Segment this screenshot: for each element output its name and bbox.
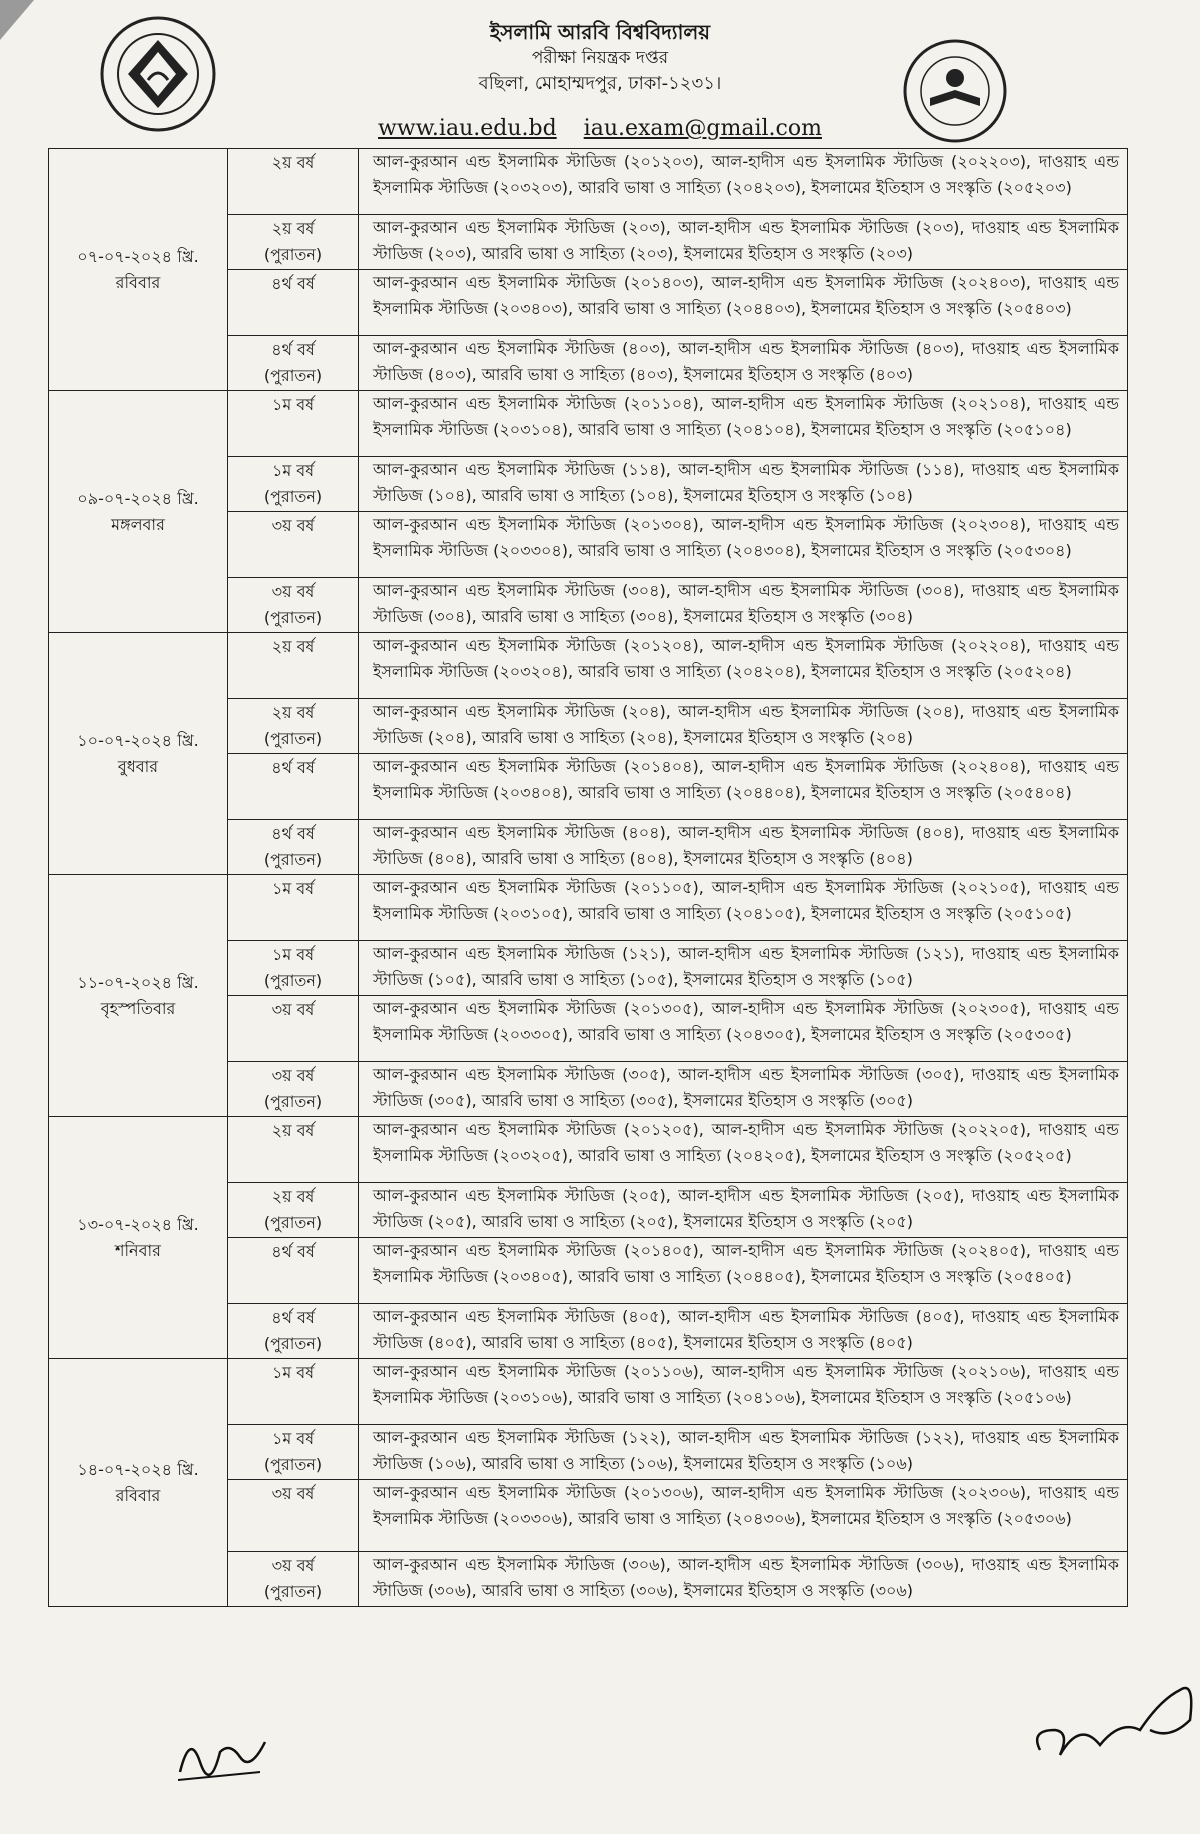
exam-date: ১০-০৭-২০২৪ খ্রি. (77, 730, 199, 750)
document-header (0, 0, 1200, 150)
signature-right (1020, 1660, 1200, 1780)
year-label: ২য় বর্ষ (271, 703, 315, 722)
year-label: ৩য় বর্ষ (271, 516, 315, 535)
schedule-row (49, 875, 1128, 941)
year-label: ১ম বর্ষ (271, 945, 315, 964)
exam-date: ১৩-০৭-২০২৪ খ্রি. (77, 1214, 199, 1234)
subjects-cell: আল-কুরআন এন্ড ইসলামিক স্টাডিজ (১১৪), আল-হাদীস এন্ড ইসলামিক স্টাডিজ (১১৪), দাওয়াহ এন্ড ইসলামিক স্টাডিজ (১০৪), আরবি ভাষা ও সাহিত্য (১০৪), ইসলামের ইতিহাস ও সংস্কৃতি (১০৪) (359, 457, 1128, 512)
year-label: ৪র্থ বর্ষ (271, 758, 315, 777)
year-old-label: (পুরাতন) (263, 1334, 323, 1353)
year-label: ২য় বর্ষ (271, 153, 315, 172)
office-address: বছিলা, মোহাম্মদপুর, ঢাকা-১২৩১। (478, 73, 722, 94)
year-label: ২য় বর্ষ (271, 219, 315, 238)
subjects-cell: আল-কুরআন এন্ড ইসলামিক স্টাডিজ (৩০৪), আল-হাদীস এন্ড ইসলামিক স্টাডিজ (৩০৪), দাওয়াহ এন্ড ইসলামিক স্টাডিজ (৩০৪), আরবি ভাষা ও সাহিত্য (৩০৪), ইসলামের ইতিহাস ও সংস্কৃতি (৩০৪) (359, 578, 1128, 633)
year-label: ১ম বর্ষ (271, 461, 315, 480)
subjects-cell: আল-কুরআন এন্ড ইসলামিক স্টাডিজ (২০১১০৬), আল-হাদীস এন্ড ইসলামিক স্টাডিজ (২০২১০৬), দাওয়াহ এন্ড ইসলামিক স্টাডিজ (২০৩১০৬), আরবি ভাষা ও সাহিত্য (২০৪১০৬), ইসলামের ইতিহাস ও সংস্কৃতি (২০৫১০৬) (359, 1359, 1128, 1425)
year-label: ১ম বর্ষ (271, 395, 315, 414)
schedule-row (49, 1359, 1128, 1425)
year-label: ১ম বর্ষ (271, 1429, 315, 1448)
subjects-cell: আল-কুরআন এন্ড ইসলামিক স্টাডিজ (২০১৩০৫), আল-হাদীস এন্ড ইসলামিক স্টাডিজ (২০২৩০৫), দাওয়াহ এন্ড ইসলামিক স্টাডিজ (২০৩৩০৫), আরবি ভাষা ও সাহিত্য (২০৪৩০৫), ইসলামের ইতিহাস ও সংস্কৃতি (২০৫৩০৫) (359, 996, 1128, 1062)
exam-day: মঙ্গলবার (111, 514, 165, 534)
exam-day: রবিবার (115, 272, 161, 292)
subjects-cell: আল-কুরআন এন্ড ইসলামিক স্টাডিজ (২০৫), আল-হাদীস এন্ড ইসলামিক স্টাডিজ (২০৫), দাওয়াহ এন্ড ইসলামিক স্টাডিজ (২০৫), আরবি ভাষা ও সাহিত্য (২০৫), ইসলামের ইতিহাস ও সংস্কৃতি (২০৫) (359, 1183, 1128, 1238)
year-cell (228, 754, 359, 820)
year-cell (228, 391, 359, 457)
exam-day: বৃহস্পতিবার (100, 998, 176, 1018)
exam-schedule-table (48, 148, 1128, 1607)
subjects-cell: আল-কুরআন এন্ড ইসলামিক স্টাডিজ (২০১১০৫), আল-হাদীস এন্ড ইসলামিক স্টাডিজ (২০২১০৫), দাওয়াহ এন্ড ইসলামিক স্টাডিজ (২০৩১০৫), আরবি ভাষা ও সাহিত্য (২০৪১০৫), ইসলামের ইতিহাস ও সংস্কৃতি (২০৫১০৫) (359, 875, 1128, 941)
email-link[interactable]: iau.exam@gmail.com (583, 116, 822, 141)
exam-day: শনিবার (115, 1240, 161, 1260)
year-cell (228, 941, 359, 996)
year-label: ৪র্থ বর্ষ (271, 1242, 315, 1261)
subjects-cell: আল-কুরআন এন্ড ইসলামিক স্টাডিজ (২০১৪০৫), আল-হাদীস এন্ড ইসলামিক স্টাডিজ (২০২৪০৫), দাওয়াহ এন্ড ইসলামিক স্টাডিজ (২০৩৪০৫), আরবি ভাষা ও সাহিত্য (২০৪৪০৫), ইসলামের ইতিহাস ও সংস্কৃতি (২০৫৪০৫) (359, 1238, 1128, 1304)
subjects-cell: আল-কুরআন এন্ড ইসলামিক স্টাডিজ (২০১২০৫), আল-হাদীস এন্ড ইসলামিক স্টাডিজ (২০২২০৫), দাওয়াহ এন্ড ইসলামিক স্টাডিজ (২০৩২০৫), আরবি ভাষা ও সাহিত্য (২০৪২০৫), ইসলামের ইতিহাস ও সংস্কৃতি (২০৫২০৫) (359, 1117, 1128, 1183)
exam-date: ০৯-০৭-২০২৪ খ্রি. (77, 488, 199, 508)
year-old-label: (পুরাতন) (263, 729, 323, 748)
year-cell (228, 996, 359, 1062)
year-cell (228, 149, 359, 215)
year-cell (228, 215, 359, 270)
exam-day: রবিবার (115, 1485, 161, 1505)
year-cell (228, 1425, 359, 1480)
year-label: ৩য় বর্ষ (271, 1066, 315, 1085)
year-label: ১ম বর্ষ (271, 1363, 315, 1382)
year-old-label: (পুরাতন) (263, 850, 323, 869)
exam-date-cell (49, 1359, 228, 1607)
year-cell (228, 1552, 359, 1607)
exam-date-cell (49, 875, 228, 1117)
exam-date-cell (49, 633, 228, 875)
exam-date: ১৪-০৭-২০২৪ খ্রি. (77, 1459, 199, 1479)
office-name: পরীক্ষা নিয়ন্ত্রক দপ্তর (531, 48, 669, 68)
campaign-seal-icon (900, 36, 1010, 146)
year-old-label: (পুরাতন) (263, 245, 323, 264)
year-label: ৪র্থ বর্ষ (271, 1308, 315, 1327)
exam-date-cell (49, 391, 228, 633)
year-old-label: (পুরাতন) (263, 487, 323, 506)
signature-left (170, 1722, 280, 1792)
subjects-cell: আল-কুরআন এন্ড ইসলামিক স্টাডিজ (৩০৬), আল-হাদীস এন্ড ইসলামিক স্টাডিজ (৩০৬), দাওয়াহ এন্ড ইসলামিক স্টাডিজ (৩০৬), আরবি ভাষা ও সাহিত্য (৩০৬), ইসলামের ইতিহাস ও সংস্কৃতি (৩০৬) (359, 1552, 1128, 1607)
year-old-label: (পুরাতন) (263, 608, 323, 627)
subjects-cell: আল-কুরআন এন্ড ইসলামিক স্টাডিজ (২০১৩০৪), আল-হাদীস এন্ড ইসলামিক স্টাডিজ (২০২৩০৪), দাওয়াহ এন্ড ইসলামিক স্টাডিজ (২০৩৩০৪), আরবি ভাষা ও সাহিত্য (২০৪৩০৪), ইসলামের ইতিহাস ও সংস্কৃতি (২০৫৩০৪) (359, 512, 1128, 578)
subjects-cell: আল-কুরআন এন্ড ইসলামিক স্টাডিজ (২০১১০৪), আল-হাদীস এন্ড ইসলামিক স্টাডিজ (২০২১০৪), দাওয়াহ এন্ড ইসলামিক স্টাডিজ (২০৩১০৪), আরবি ভাষা ও সাহিত্য (২০৪১০৪), ইসলামের ইতিহাস ও সংস্কৃতি (২০৫১০৪) (359, 391, 1128, 457)
subjects-cell: আল-কুরআন এন্ড ইসলামিক স্টাডিজ (১২১), আল-হাদীস এন্ড ইসলামিক স্টাডিজ (১২১), দাওয়াহ এন্ড ইসলামিক স্টাডিজ (১০৫), আরবি ভাষা ও সাহিত্য (১০৫), ইসলামের ইতিহাস ও সংস্কৃতি (১০৫) (359, 941, 1128, 996)
subjects-cell: আল-কুরআন এন্ড ইসলামিক স্টাডিজ (২০১৩০৬), আল-হাদীস এন্ড ইসলামিক স্টাডিজ (২০২৩০৬), দাওয়াহ এন্ড ইসলামিক স্টাডিজ (২০৩৩০৬), আরবি ভাষা ও সাহিত্য (২০৪৩০৬), ইসলামের ইতিহাস ও সংস্কৃতি (২০৫৩০৬) (359, 1480, 1128, 1552)
subjects-cell: আল-কুরআন এন্ড ইসলামিক স্টাডিজ (২০৪), আল-হাদীস এন্ড ইসলামিক স্টাডিজ (২০৪), দাওয়াহ এন্ড ইসলামিক স্টাডিজ (২০৪), আরবি ভাষা ও সাহিত্য (২০৪), ইসলামের ইতিহাস ও সংস্কৃতি (২০৪) (359, 699, 1128, 754)
year-label: ৩য় বর্ষ (271, 1556, 315, 1575)
subjects-cell: আল-কুরআন এন্ড ইসলামিক স্টাডিজ (৪০৫), আল-হাদীস এন্ড ইসলামিক স্টাডিজ (৪০৫), দাওয়াহ এন্ড ইসলামিক স্টাডিজ (৪০৫), আরবি ভাষা ও সাহিত্য (৪০৫), ইসলামের ইতিহাস ও সংস্কৃতি (৪০৫) (359, 1304, 1128, 1359)
year-cell (228, 578, 359, 633)
subjects-cell: আল-কুরআন এন্ড ইসলামিক স্টাডিজ (৪০৪), আল-হাদীস এন্ড ইসলামিক স্টাডিজ (৪০৪), দাওয়াহ এন্ড ইসলামিক স্টাডিজ (৪০৪), আরবি ভাষা ও সাহিত্য (৪০৪), ইসলামের ইতিহাস ও সংস্কৃতি (৪০৪) (359, 820, 1128, 875)
subjects-cell: আল-কুরআন এন্ড ইসলামিক স্টাডিজ (২০১৪০৩), আল-হাদীস এন্ড ইসলামিক স্টাডিজ (২০২৪০৩), দাওয়াহ এন্ড ইসলামিক স্টাডিজ (২০৩৪০৩), আরবি ভাষা ও সাহিত্য (২০৪৪০৩), ইসলামের ইতিহাস ও সংস্কৃতি (২০৫৪০৩) (359, 270, 1128, 336)
year-old-label: (পুরাতন) (263, 1455, 323, 1474)
schedule-row (49, 149, 1128, 215)
year-cell (228, 699, 359, 754)
year-cell (228, 1359, 359, 1425)
year-label: ৪র্থ বর্ষ (271, 340, 315, 359)
schedule-row (49, 633, 1128, 699)
subjects-cell: আল-কুরআন এন্ড ইসলামিক স্টাডিজ (২০১২০৩), আল-হাদীস এন্ড ইসলামিক স্টাডিজ (২০২২০৩), দাওয়াহ এন্ড ইসলামিক স্টাডিজ (২০৩২০৩), আরবি ভাষা ও সাহিত্য (২০৪২০৩), ইসলামের ইতিহাস ও সংস্কৃতি (২০৫২০৩) (359, 149, 1128, 215)
year-label: ৩য় বর্ষ (271, 1484, 315, 1503)
year-cell (228, 875, 359, 941)
year-cell (228, 1117, 359, 1183)
year-cell (228, 1304, 359, 1359)
year-cell (228, 457, 359, 512)
year-old-label: (পুরাতন) (263, 971, 323, 990)
schedule-row (49, 1117, 1128, 1183)
year-cell (228, 820, 359, 875)
year-cell (228, 633, 359, 699)
exam-date: ১১-০৭-২০২৪ খ্রি. (77, 972, 199, 992)
schedule-row (49, 391, 1128, 457)
subjects-cell: আল-কুরআন এন্ড ইসলামিক স্টাডিজ (৪০৩), আল-হাদীস এন্ড ইসলামিক স্টাডিজ (৪০৩), দাওয়াহ এন্ড ইসলামিক স্টাডিজ (৪০৩), আরবি ভাষা ও সাহিত্য (৪০৩), ইসলামের ইতিহাস ও সংস্কৃতি (৪০৩) (359, 336, 1128, 391)
year-label: ২য় বর্ষ (271, 1187, 315, 1206)
year-cell (228, 1480, 359, 1552)
exam-date: ০৭-০৭-২০২৪ খ্রি. (77, 246, 199, 266)
year-old-label: (পুরাতন) (263, 1582, 323, 1601)
year-cell (228, 1062, 359, 1117)
year-label: ৩য় বর্ষ (271, 1000, 315, 1019)
subjects-cell: আল-কুরআন এন্ড ইসলামিক স্টাডিজ (৩০৫), আল-হাদীস এন্ড ইসলামিক স্টাডিজ (৩০৫), দাওয়াহ এন্ড ইসলামিক স্টাডিজ (৩০৫), আরবি ভাষা ও সাহিত্য (৩০৫), ইসলামের ইতিহাস ও সংস্কৃতি (৩০৫) (359, 1062, 1128, 1117)
year-label: ২য় বর্ষ (271, 1121, 315, 1140)
year-cell (228, 1183, 359, 1238)
exam-date-cell (49, 149, 228, 391)
subjects-cell: আল-কুরআন এন্ড ইসলামিক স্টাডিজ (২০১২০৪), আল-হাদীস এন্ড ইসলামিক স্টাডিজ (২০২২০৪), দাওয়াহ এন্ড ইসলামিক স্টাডিজ (২০৩২০৪), আরবি ভাষা ও সাহিত্য (২০৪২০৪), ইসলামের ইতিহাস ও সংস্কৃতি (২০৫২০৪) (359, 633, 1128, 699)
year-cell (228, 270, 359, 336)
year-label: ২য় বর্ষ (271, 637, 315, 656)
year-cell (228, 1238, 359, 1304)
subjects-cell: আল-কুরআন এন্ড ইসলামিক স্টাডিজ (২০১৪০৪), আল-হাদীস এন্ড ইসলামিক স্টাডিজ (২০২৪০৪), দাওয়াহ এন্ড ইসলামিক স্টাডিজ (২০৩৪০৪), আরবি ভাষা ও সাহিত্য (২০৪৪০৪), ইসলামের ইতিহাস ও সংস্কৃতি (২০৫৪০৪) (359, 754, 1128, 820)
year-old-label: (পুরাতন) (263, 366, 323, 385)
year-old-label: (পুরাতন) (263, 1092, 323, 1111)
university-logo-icon (98, 14, 218, 134)
exam-day: বুধবার (117, 756, 159, 776)
year-cell (228, 336, 359, 391)
contact-line (300, 114, 900, 144)
year-cell (228, 512, 359, 578)
website-link[interactable]: www.iau.edu.bd (378, 116, 557, 141)
year-old-label: (পুরাতন) (263, 1213, 323, 1232)
exam-date-cell (49, 1117, 228, 1359)
year-label: ৪র্থ বর্ষ (271, 274, 315, 293)
year-label: ৪র্থ বর্ষ (271, 824, 315, 843)
subjects-cell: আল-কুরআন এন্ড ইসলামিক স্টাডিজ (২০৩), আল-হাদীস এন্ড ইসলামিক স্টাডিজ (২০৩), দাওয়াহ এন্ড ইসলামিক স্টাডিজ (২০৩), আরবি ভাষা ও সাহিত্য (২০৩), ইসলামের ইতিহাস ও সংস্কৃতি (২০৩) (359, 215, 1128, 270)
year-label: ৩য় বর্ষ (271, 582, 315, 601)
subjects-cell: আল-কুরআন এন্ড ইসলামিক স্টাডিজ (১২২), আল-হাদীস এন্ড ইসলামিক স্টাডিজ (১২২), দাওয়াহ এন্ড ইসলামিক স্টাডিজ (১০৬), আরবি ভাষা ও সাহিত্য (১০৬), ইসলামের ইতিহাস ও সংস্কৃতি (১০৬) (359, 1425, 1128, 1480)
year-label: ১ম বর্ষ (271, 879, 315, 898)
university-name: ইসলামি আরবি বিশ্ববিদ্যালয় (489, 20, 711, 44)
